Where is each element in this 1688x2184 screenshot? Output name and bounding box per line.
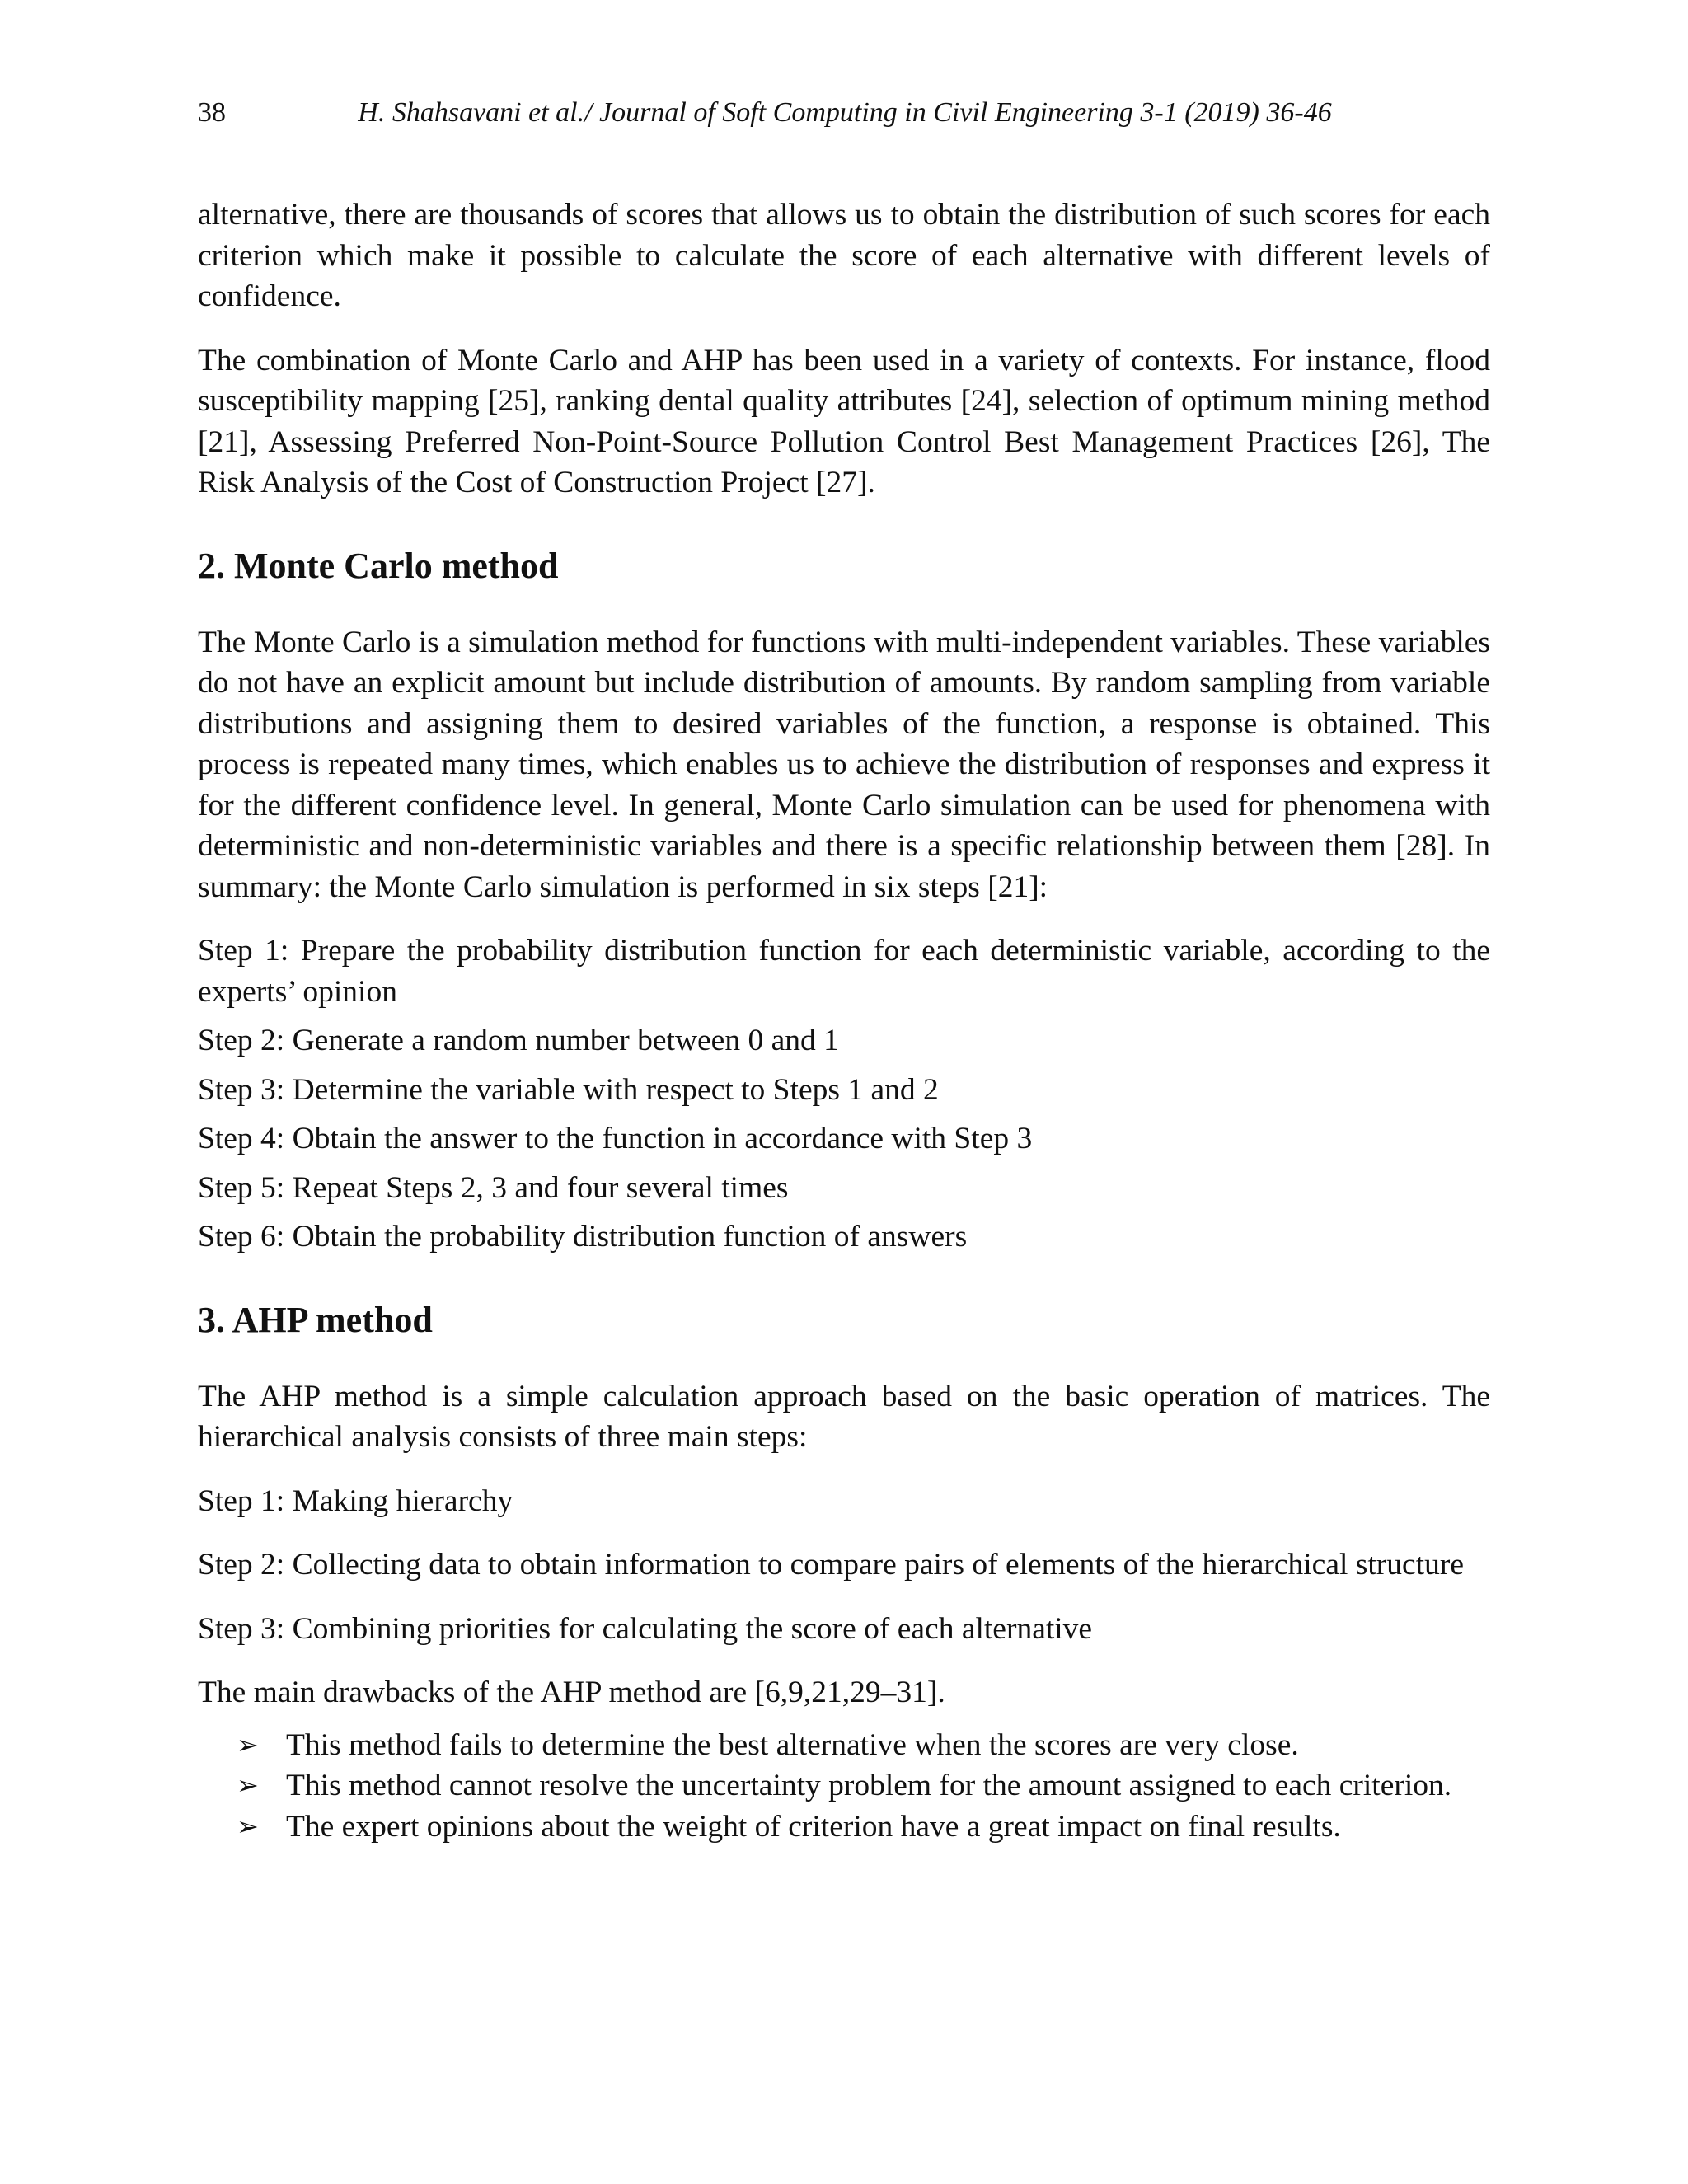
monte-carlo-step-5: Step 5: Repeat Steps 2, 3 and four several times: [198, 1170, 789, 1205]
ahp-step-2: Step 2: Collecting data to obtain information to compare pairs of elements of the hierarchical structure: [198, 1548, 1464, 1582]
page-header: [198, 97, 1492, 138]
monte-carlo-step-3: Step 3: Determine the variable with respect to Steps 1 and 2: [198, 1072, 939, 1107]
monte-carlo-step-1: Step 1: Prepare the probability distribution function for each deterministic variable, according to the experts’ opinion: [198, 934, 1490, 1009]
list-item-text: The expert opinions about the weight of criterion have a great impact on final results.: [286, 1809, 1341, 1844]
section-2-paragraph: The Monte Carlo is a simulation method for functions with multi-independent variables. These variables do not have an explicit amount but include distribution of amounts. By random sampling from variable distributions and assigning them to desired variables of the function, a response is obtained. This process is repeated many times, which enables us to achieve the distribution of responses and express it for the different confidence level. In general, Monte Carlo simulation can be used for phenomena with deterministic and non-deterministic variables and there is a specific relationship between them [28]. In summary: the Monte Carlo simulation is performed in six steps [21]:: [198, 625, 1490, 904]
drawbacks-intro: The main drawbacks of the AHP method are [6,9,21,29–31].: [198, 1675, 945, 1709]
arrowhead-bullet-icon: ➢: [237, 1810, 259, 1842]
intro-paragraph-1: alternative, there are thousands of scores that allows us to obtain the distribution of such scores for each criterion which make it possible to calculate the score of each alternative with different levels of confidence.: [198, 198, 1490, 313]
list-item: [198, 1807, 1490, 1848]
list-item-text: This method cannot resolve the uncertainty problem for the amount assigned to each criterion.: [286, 1769, 1452, 1802]
ahp-step-3: Step 3: Combining priorities for calculating the score of each alternative: [198, 1611, 1093, 1646]
page-body: [198, 194, 1490, 1847]
arrowhead-bullet-icon: ➢: [237, 1769, 259, 1801]
monte-carlo-step-4: Step 4: Obtain the answer to the function in accordance with Step 3: [198, 1122, 1033, 1155]
ahp-step-1: Step 1: Making hierarchy: [198, 1483, 513, 1518]
monte-carlo-step-6: Step 6: Obtain the probability distribution function of answers: [198, 1220, 968, 1254]
list-item: [198, 1765, 1490, 1807]
intro-paragraph-2: The combination of Monte Carlo and AHP has been used in a variety of contexts. For instance, flood susceptibility mapping [25], ranking dental quality attributes [24], selection of optimum mining method [21], Assessing Preferred Non-Point-Source Pollution Control Best Management Practices [26], The Risk Analysis of the Cost of Construction Project [27].: [198, 343, 1490, 499]
monte-carlo-step-2: Step 2: Generate a random number between 0 and 1: [198, 1024, 839, 1057]
arrowhead-bullet-icon: ➢: [237, 1728, 259, 1760]
running-head: H. Shahsavani et al./ Journal of Soft Computing in Civil Engineering 3-1 (2019) 36-46: [358, 97, 1332, 128]
section-3-heading: 3. AHP method: [198, 1299, 433, 1340]
list-item-text: This method fails to determine the best alternative when the scores are very close.: [286, 1727, 1299, 1762]
list-item: [198, 1725, 1490, 1766]
section-3-paragraph: The AHP method is a simple calculation approach based on the basic operation of matrices. The hierarchical analysis consists of three main steps:: [198, 1379, 1490, 1454]
section-2-heading: 2. Monte Carlo method: [198, 545, 559, 586]
drawbacks-list: [198, 1725, 1490, 1848]
page-number: 38: [198, 97, 226, 128]
